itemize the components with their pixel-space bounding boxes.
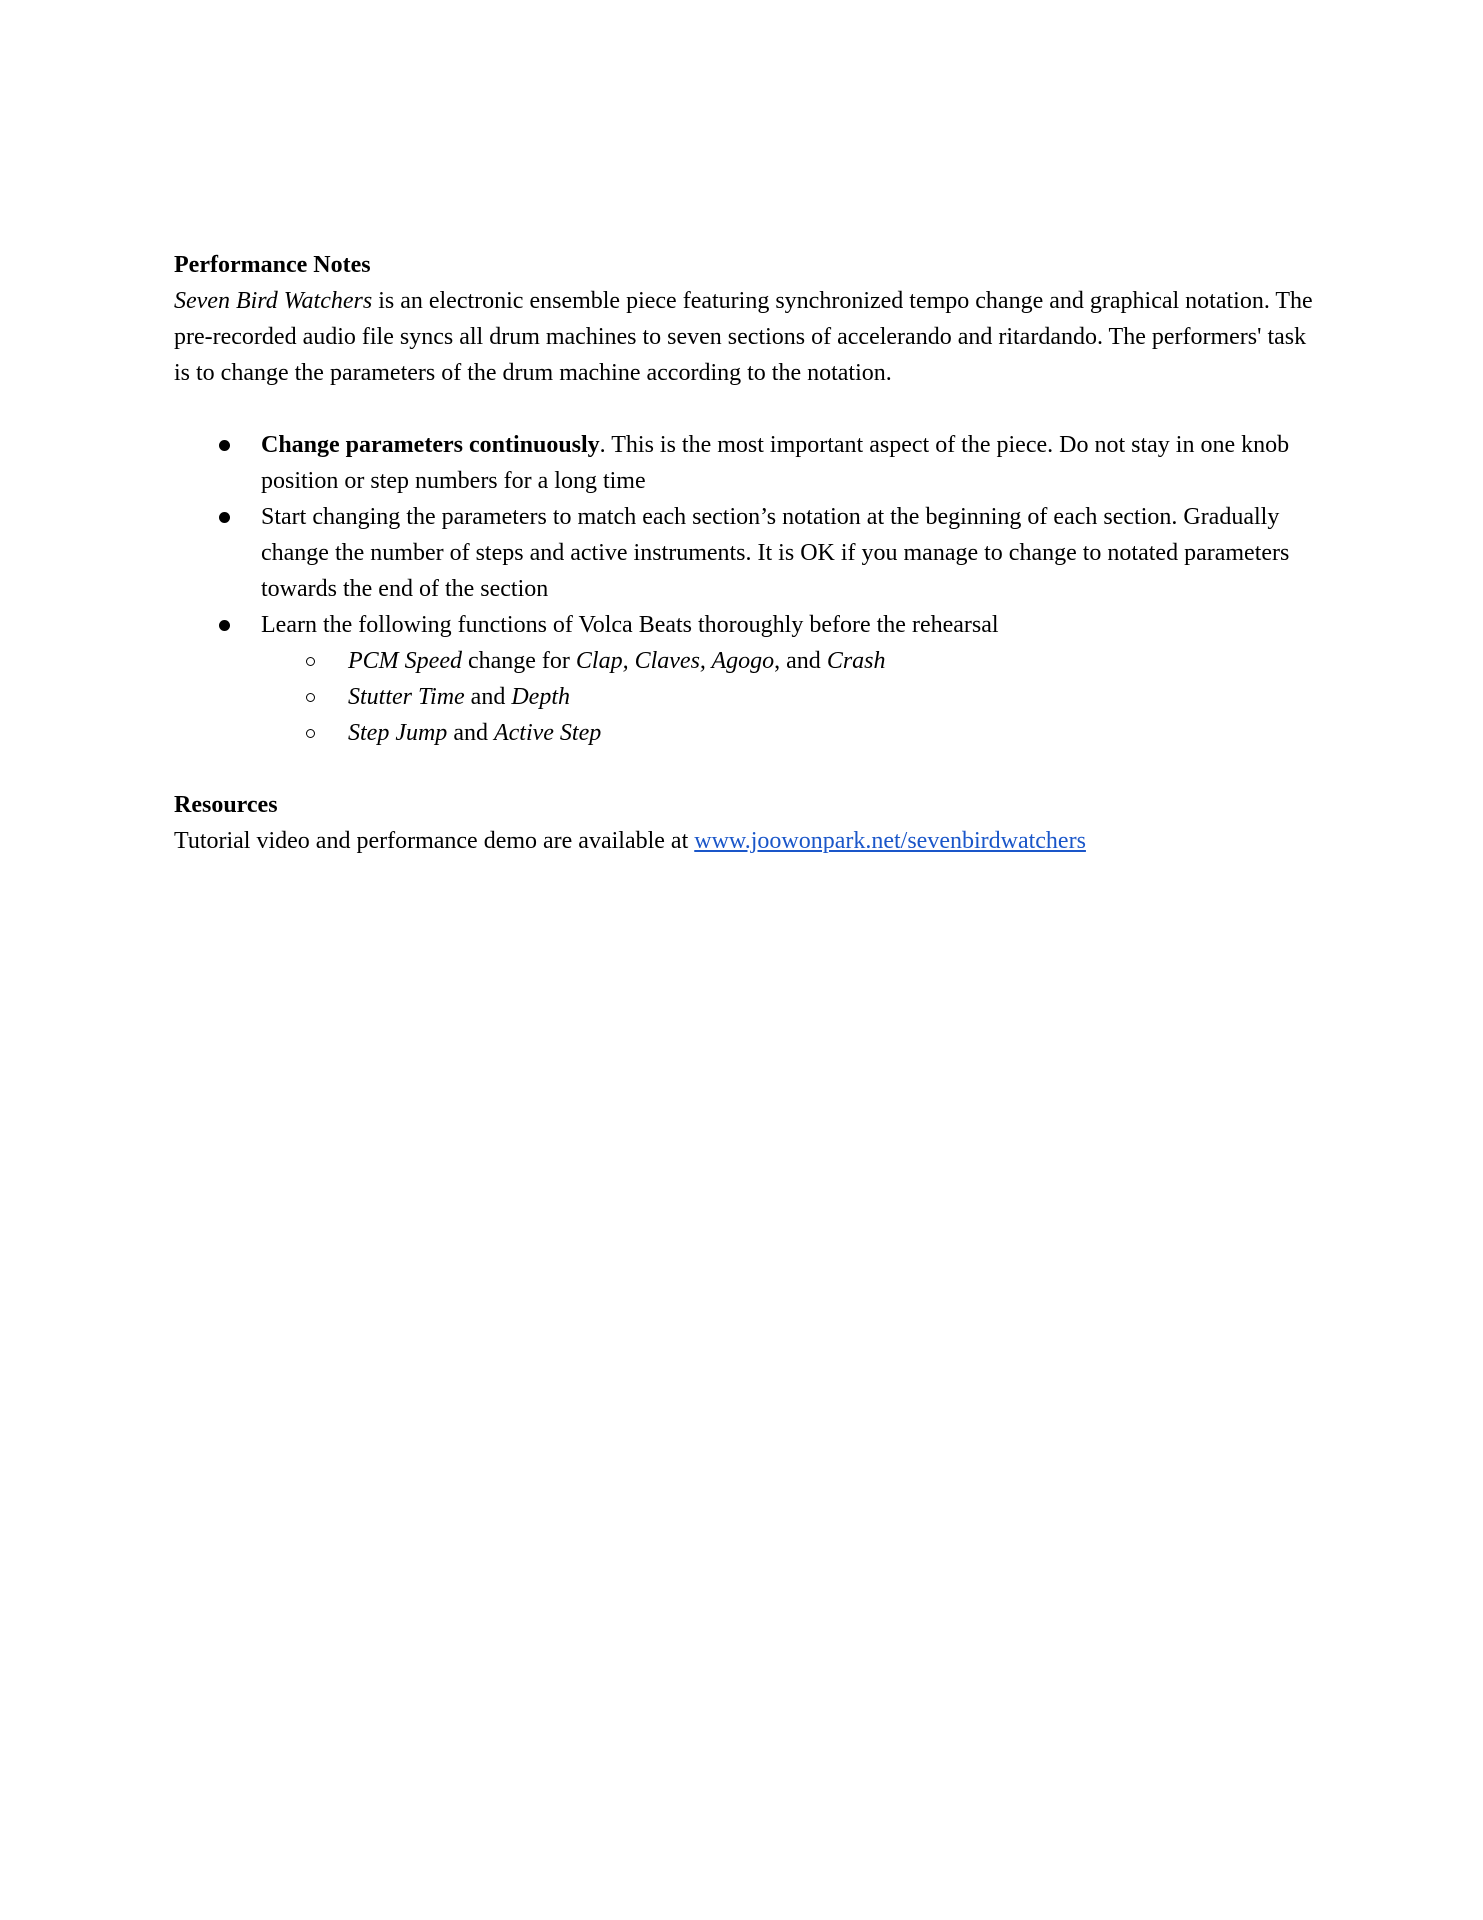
intro-paragraph (174, 283, 1314, 391)
function-name: Active Step (493, 720, 602, 746)
sub-bullet-text: and (464, 684, 512, 710)
performance-bullet-list (174, 427, 1314, 751)
website-link[interactable]: www.joowonpark.net/sevenbirdwatchers (694, 828, 1086, 854)
instrument-name: Crash (826, 648, 886, 674)
instrument-names: Clap, Claves, Agogo (575, 648, 775, 674)
hollow-bullet-icon (306, 657, 315, 666)
resources-paragraph (174, 823, 1314, 859)
sub-bullet-text: , and (774, 648, 827, 674)
function-name: Depth (511, 684, 570, 710)
sub-bullet-text: and (447, 720, 494, 746)
sub-bullet-text: change for (461, 648, 576, 674)
resources-heading: Resources (174, 792, 278, 818)
function-name: PCM Speed (348, 648, 462, 674)
function-name: Stutter Time (348, 684, 465, 710)
hollow-bullet-icon (306, 693, 315, 702)
bullet-item (174, 607, 1314, 751)
sub-bullet-item (174, 643, 1314, 679)
sub-bullet-list (261, 643, 1314, 751)
bullet-bold-text: Change parameters continuously (261, 432, 600, 458)
bullet-item (174, 499, 1314, 607)
hollow-bullet-icon (306, 729, 315, 738)
bullet-icon (219, 440, 230, 451)
document-page (174, 247, 1314, 859)
sub-bullet-item (174, 715, 1314, 751)
bullet-icon (219, 512, 230, 523)
intro-text: is an electronic ensemble piece featuring synchronized tempo change and graphical notation. The pre-recorded audio file syncs all drum machines to seven sections of accelerando and ritardando. The performers' task is to change the parameters of the drum machine according to the notation. (174, 288, 1313, 386)
spacer (174, 391, 1314, 427)
resources-text: Tutorial video and performance demo are available at (174, 828, 695, 854)
bullet-text: Learn the following functions of Volca Beats thoroughly before the rehearsal (261, 612, 999, 638)
piece-title: Seven Bird Watchers (174, 288, 373, 314)
spacer (174, 751, 1314, 787)
function-name: Step Jump (348, 720, 448, 746)
bullet-icon (219, 620, 230, 631)
sub-bullet-item (174, 679, 1314, 715)
bullet-text: . This is the most important aspect of the piece. Do not stay in one knob position or step numbers for a long time (261, 432, 1290, 494)
bullet-item (174, 427, 1314, 499)
bullet-text: Start changing the parameters to match each section’s notation at the beginning of each section. Gradually change the number of steps and active instruments. It is OK if you manage to change to notated parameters towards the end of the section (261, 504, 1290, 602)
performance-notes-heading: Performance Notes (174, 252, 371, 278)
